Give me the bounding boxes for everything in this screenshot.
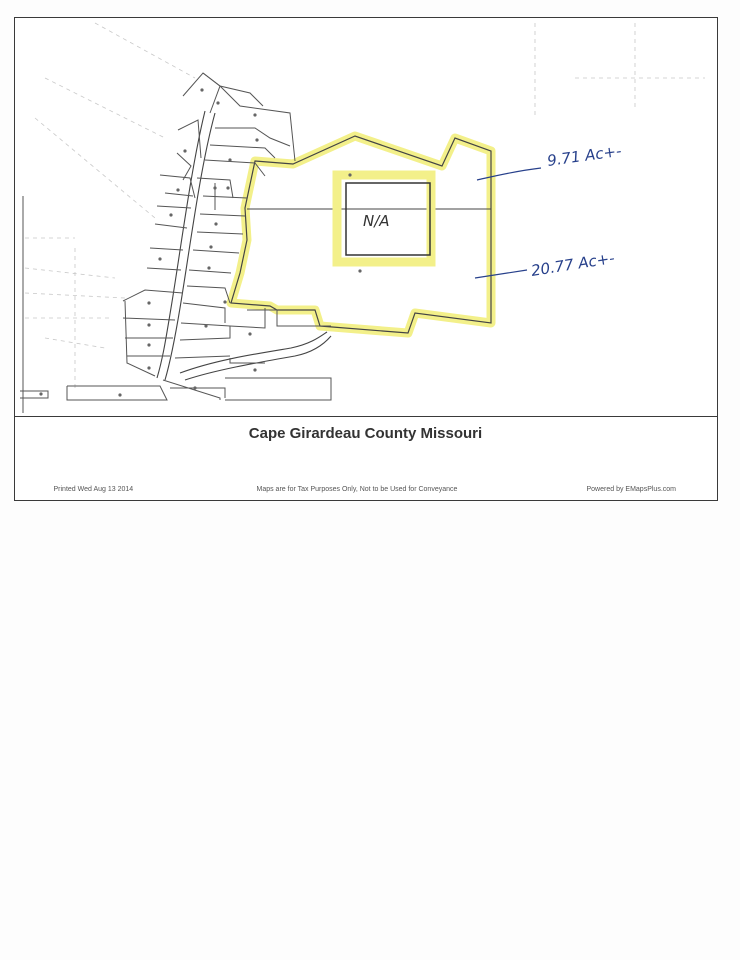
printed-date: Printed Wed Aug 13 2014: [53, 486, 134, 493]
county-title: Cape Girardeau County Missouri: [248, 425, 483, 442]
parcel-map-frame: [14, 17, 718, 501]
upper-tract-acreage-note: 9.71 Ac+-: [546, 141, 623, 170]
tax-disclaimer: Maps are for Tax Purposes Only, Not to be Used for Conveyance: [256, 486, 458, 493]
powered-by-credit: Powered by EMapsPlus.com: [586, 486, 676, 493]
excluded-parcel-note: N/A: [363, 212, 390, 230]
subject-tract-highlight: [231, 136, 491, 333]
lower-tract-acreage-note: 20.77 Ac+-: [529, 249, 616, 280]
lot-lines: [20, 73, 331, 413]
parcel-map: [15, 18, 719, 418]
map-footer: [14, 416, 718, 501]
